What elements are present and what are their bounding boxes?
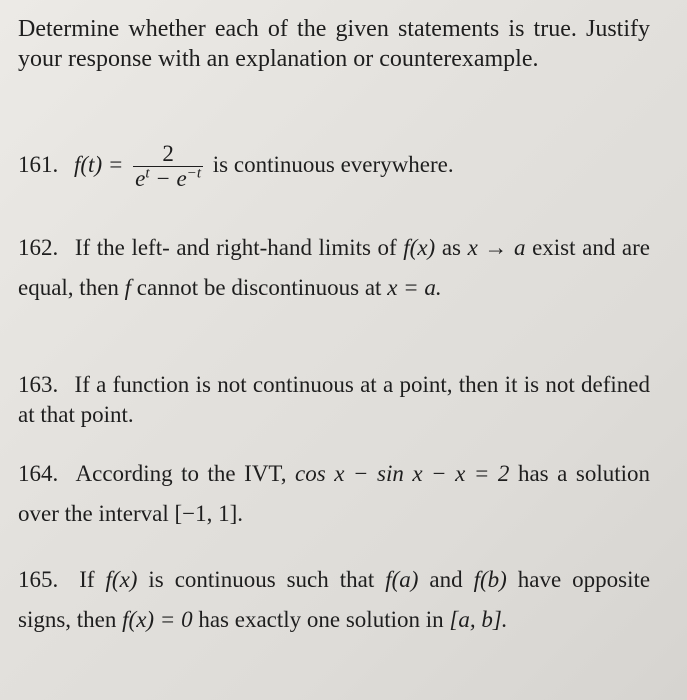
fraction-denominator: $e^t - e^{-t}$ <box>135 165 202 191</box>
math-x-equals-a: x = a. <box>387 275 442 300</box>
problem-text-a: According to the IVT, <box>75 461 287 486</box>
problem-text-b: as <box>441 235 461 260</box>
problem-number: 163. <box>18 372 59 397</box>
problem-number: 162. <box>18 235 59 260</box>
math-limit: x → a <box>467 235 526 260</box>
problem-text-c: exist and are equal, then <box>18 235 650 300</box>
problem-text-d: have opposite signs, then <box>18 567 651 632</box>
problem-163 <box>18 370 650 430</box>
problem-text-e: has exactly one solution in <box>198 607 444 632</box>
document-page <box>18 14 651 632</box>
fraction-numerator: 2 <box>133 142 203 167</box>
problem-text-b: is continuous such that <box>148 567 375 592</box>
math-interval: [−1, 1]. <box>174 501 244 526</box>
math-fx-equals-zero: f(x) = 0 <box>122 607 193 632</box>
problem-text-d: cannot be discontinuous at <box>136 275 382 300</box>
math-fb: f(b) <box>473 567 507 592</box>
fraction <box>133 142 203 191</box>
problem-text-c: and <box>429 567 463 592</box>
problem-number: 165. <box>18 567 59 592</box>
math-fa: f(a) <box>385 567 419 592</box>
problem-165 <box>18 560 650 640</box>
problem-number: 161. <box>18 151 59 177</box>
math-interval-ab: [a, b]. <box>449 607 508 632</box>
problem-text-b: has a solution over the interval <box>18 461 651 526</box>
problem-161 <box>18 142 650 191</box>
math-fx: f(x) <box>105 567 138 592</box>
problem-164 <box>18 454 650 534</box>
function-lhs: f(t) = <box>74 151 124 177</box>
math-equation: cos x − sin x − x = 2 <box>295 461 510 486</box>
problem-text-a: If the left- and right-hand limits of <box>74 235 397 260</box>
problem-162 <box>18 228 650 308</box>
math-f: f <box>124 275 132 300</box>
problem-text: If a function is not continuous at a point, then it is not defined at that point. <box>18 372 651 427</box>
problem-number: 164. <box>18 461 59 486</box>
math-fx: f(x) <box>403 235 436 260</box>
problem-text: is continuous everywhere. <box>212 151 454 177</box>
instructions-text: Determine whether each of the given statements is true. Justify your response with an explanation or counterexample. <box>18 16 650 72</box>
problem-text-a: If <box>79 567 95 592</box>
